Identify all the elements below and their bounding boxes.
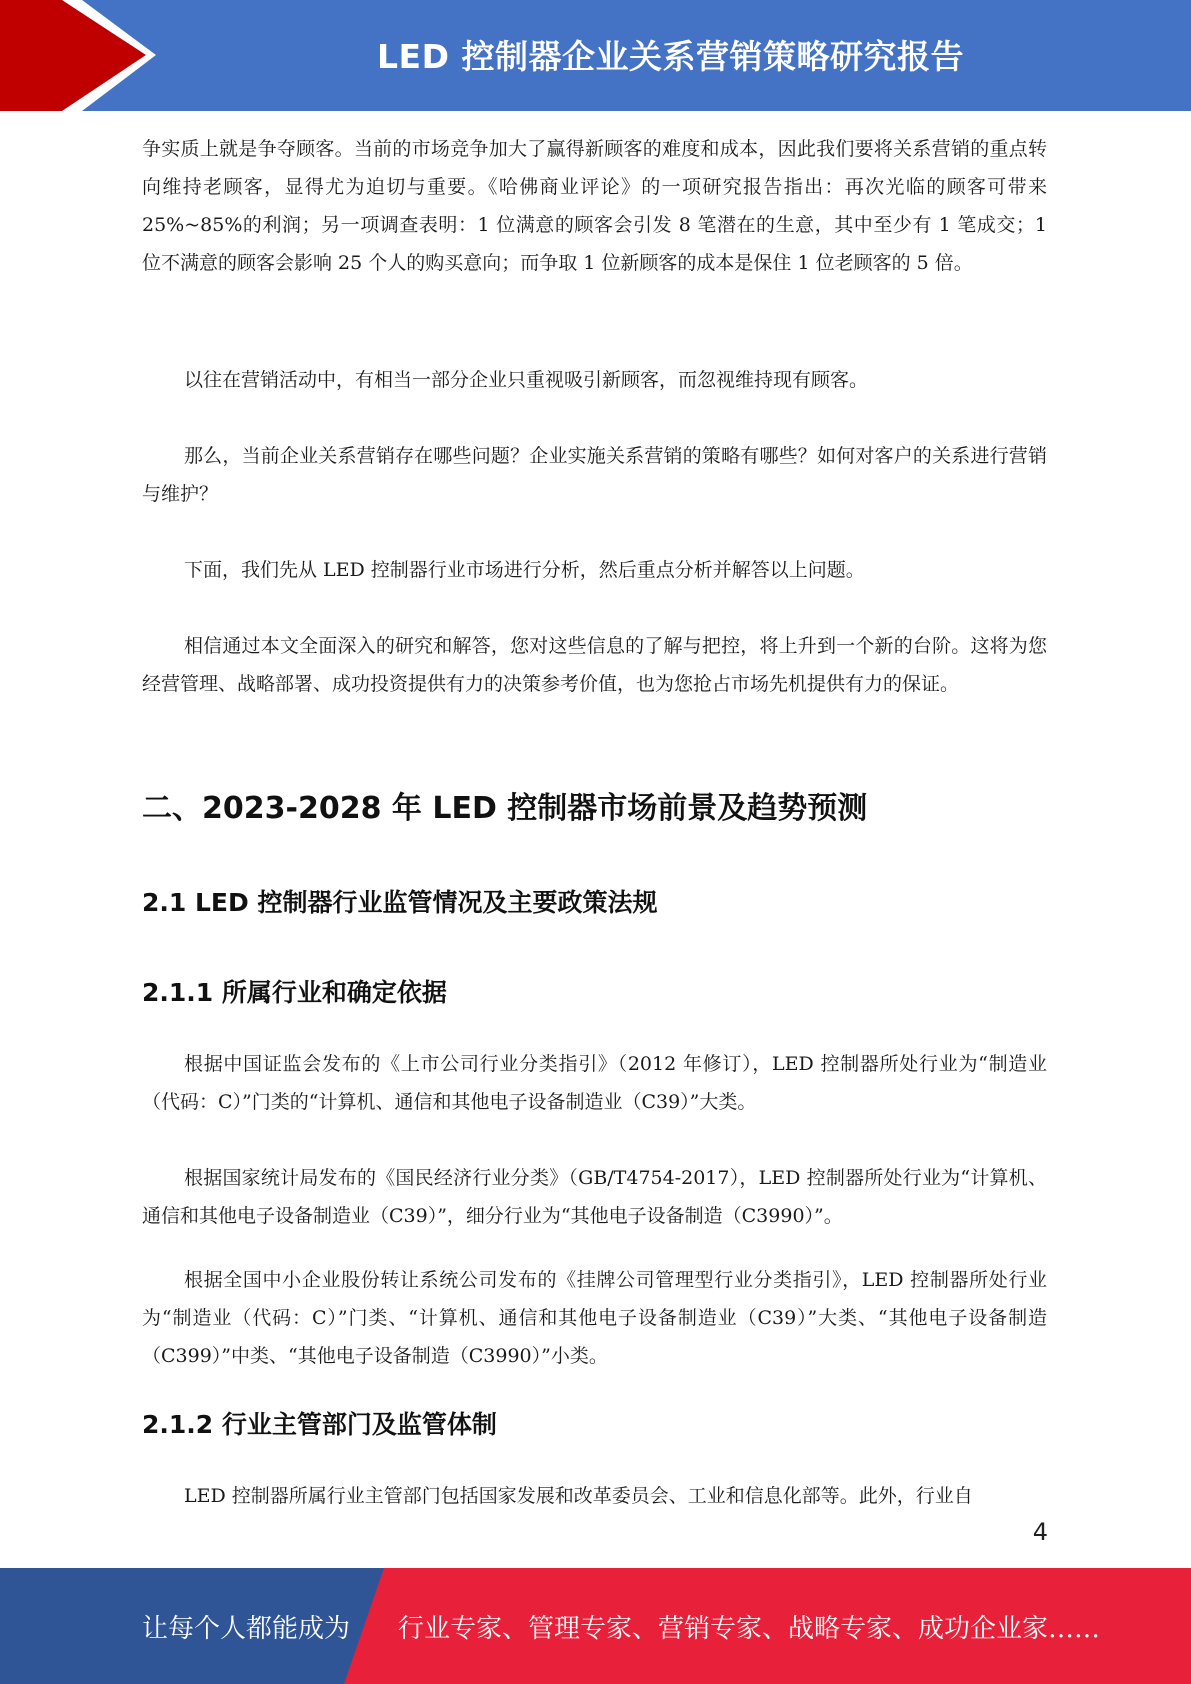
subsubsection-heading-1: 2.1.1 所属行业和确定依据 [142,978,447,1007]
report-title: LED 控制器企业关系营销策略研究报告 [377,36,964,76]
document-body [142,130,1047,282]
page-header [0,0,1191,111]
paragraph-block-9 [142,1477,1047,1515]
paragraph-block-3 [142,437,1047,513]
paragraph-7: 根据国家统计局发布的《国民经济行业分类》（GB/T4754-2017），LED 控制器所处行业为“计算机、通信和其他电子设备制造业（C39）”，细分行业为“其他电子设备制造（C3990）”。 [142,1167,1047,1227]
subsubsection-heading-2: 2.1.2 行业主管部门及监管体制 [142,1410,497,1439]
paragraph-block-6 [142,1045,1047,1121]
paragraph-5: 相信通过本文全面深入的研究和解答，您对这些信息的了解与把控，将上升到一个新的台阶。这将为您经营管理、战略部署、成功投资提供有力的决策参考价值，也为您抢占市场先机提供有力的保证。 [142,635,1047,695]
footer-slogan-right: 行业专家、管理专家、营销专家、战略专家、成功企业家…… [398,1613,1101,1644]
paragraph-9: LED 控制器所属行业主管部门包括国家发展和改革委员会、工业和信息化部等。此外，行业自 [184,1485,973,1507]
paragraph-block-5 [142,627,1047,703]
footer-slogan-left: 让每个人都能成为 [142,1613,351,1644]
paragraph-4: 下面，我们先从 LED 控制器行业市场进行分析，然后重点分析并解答以上问题。 [184,559,865,581]
paragraph-1: 争实质上就是争夺顾客。当前的市场竞争加大了赢得新顾客的难度和成本，因此我们要将关系营销的重点转向维持老顾客，显得尤为迫切与重要。《哈佛商业评论》的一项研究报告指出：再次光临的顾客可带来 25%~85%的利润；另一项调查表明：1 位满意的顾客会引发 8 笔潜在的生意，其中至少有 1 笔成交；1 位不满意的顾客会影响 25 个人的购买意向；而争取 1 位新顾客的成本是保住 1 位老顾客的 5 倍。 [142,138,1047,274]
paragraph-block-7 [142,1159,1047,1235]
section-heading: 二、2023-2028 年 LED 控制器市场前景及趋势预测 [142,791,868,826]
subsection-heading: 2.1 LED 控制器行业监管情况及主要政策法规 [142,888,658,917]
paragraph-2: 以往在营销活动中，有相当一部分企业只重视吸引新顾客，而忽视维持现有顾客。 [184,369,869,391]
page-number: 4 [1032,1518,1048,1546]
paragraph-6: 根据中国证监会发布的《上市公司行业分类指引》（2012 年修订），LED 控制器所处行业为“制造业（代码：C）”门类的“计算机、通信和其他电子设备制造业（C39）”大类。 [142,1053,1047,1113]
paragraph-block-4 [142,551,1047,589]
page-footer [0,1568,1191,1684]
paragraph-block-8 [142,1261,1047,1375]
paragraph-8: 根据全国中小企业股份转让系统公司发布的《挂牌公司管理型行业分类指引》，LED 控制器所处行业为“制造业（代码：C）”门类、“计算机、通信和其他电子设备制造业（C39）”大类、“其他电子设备制造（C399）”中类、“其他电子设备制造（C3990）”小类。 [142,1269,1047,1367]
paragraph-3: 那么，当前企业关系营销存在哪些问题？企业实施关系营销的策略有哪些？如何对客户的关系进行营销与维护？ [142,445,1047,505]
paragraph-block-2 [142,361,1047,399]
